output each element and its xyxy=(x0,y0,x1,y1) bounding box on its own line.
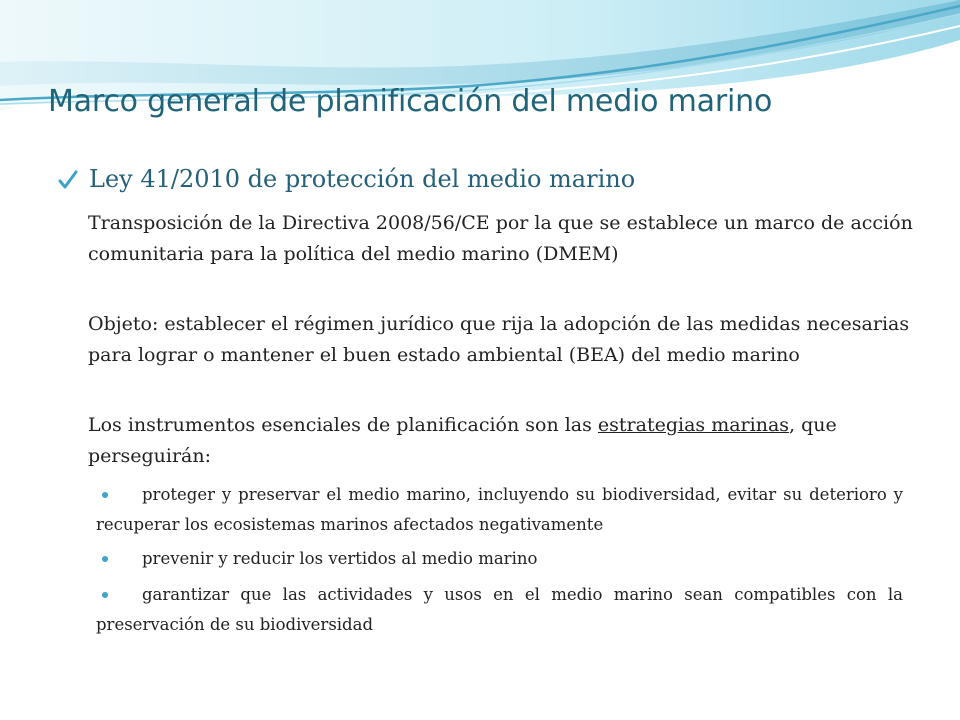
slide-title: Marco general de planificación del medio marino xyxy=(48,84,773,119)
estrategias-marinas-link: estrategias marinas xyxy=(597,414,790,436)
paragraph-instrumentos xyxy=(88,410,918,472)
section-heading: Ley 41/2010 de protección del medio marino xyxy=(89,165,636,193)
bullet-item-garantizar: garantizar que las actividades y usos en el medio marino sean compatibles con la preservación de su biodiversidad xyxy=(96,585,903,634)
paragraph-transposicion: Transposición de la Directiva 2008/56/CE por la que se establece un marco de acción comunitaria para la política del medio marino (DMEM) xyxy=(88,212,913,265)
bullet-item-proteger: proteger y preservar el medio marino, incluyendo su biodiversidad, evitar su deterioro y recuperar los ecosistemas marinos afectados negativamente xyxy=(96,485,903,534)
check-icon xyxy=(57,169,79,191)
instrumentos-tail: , que perseguirán: xyxy=(88,414,837,467)
paragraph-objeto: Objeto: establecer el régimen jurídico que rija la adopción de las medidas necesarias para lograr o mantener el buen estado ambiental (BEA) del medio marino xyxy=(88,313,910,366)
instrumentos-lead: Los instrumentos esenciales de planificación son las xyxy=(88,414,598,436)
bullet-item-prevenir: prevenir y reducir los vertidos al medio marino xyxy=(142,549,538,568)
